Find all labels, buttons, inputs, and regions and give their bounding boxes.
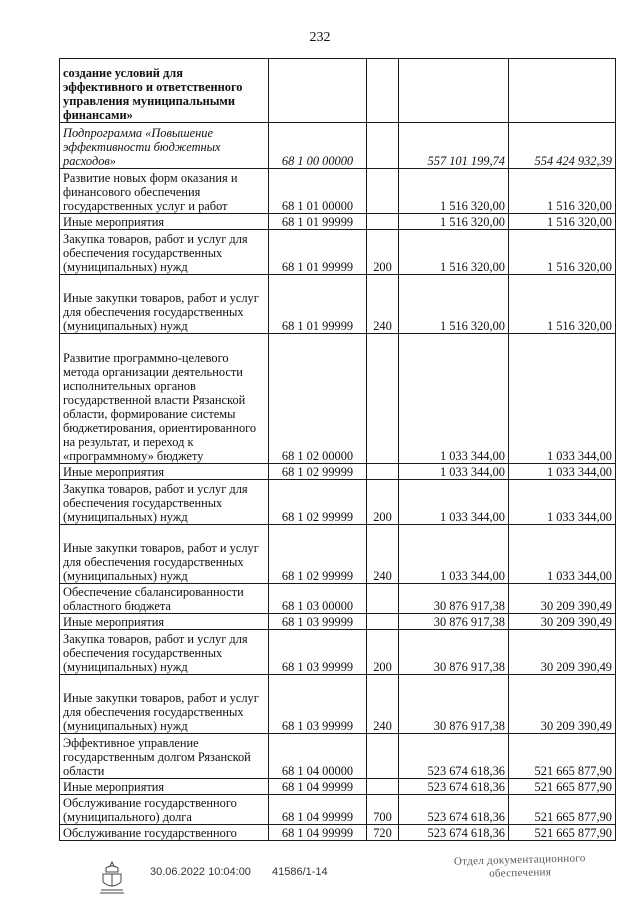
cell-type — [367, 779, 399, 795]
table-row — [60, 614, 616, 630]
cell-name: Иные закупки товаров, работ и услуг для обеспечения государственных (муниципальных) нужд — [60, 525, 269, 584]
coat-of-arms-icon — [97, 860, 127, 896]
cell-sum2: 1 516 320,00 — [509, 214, 616, 230]
cell-name: Обеспечение сбалансированности областного бюджета — [60, 584, 269, 614]
cell-name: создание условий для эффективного и ответственного управления муниципальными финансами» — [60, 59, 269, 123]
table-row — [60, 123, 616, 169]
cell-name: Закупка товаров, работ и услуг для обеспечения государственных (муниципальных) нужд — [60, 230, 269, 275]
cell-name: Закупка товаров, работ и услуг для обеспечения государственных (муниципальных) нужд — [60, 630, 269, 675]
cell-type: 200 — [367, 230, 399, 275]
cell-sum1: 523 674 618,36 — [399, 825, 509, 841]
cell-sum1: 1 516 320,00 — [399, 214, 509, 230]
cell-name: Эффективное управление государственным долгом Рязанской области — [60, 734, 269, 779]
cell-type — [367, 614, 399, 630]
table-row — [60, 275, 616, 334]
cell-sum2: 30 209 390,49 — [509, 675, 616, 734]
cell-sum1: 1 516 320,00 — [399, 275, 509, 334]
cell-sum1 — [399, 59, 509, 123]
cell-code: 68 1 02 99999 — [269, 525, 367, 584]
cell-sum2: 1 516 320,00 — [509, 275, 616, 334]
cell-type — [367, 584, 399, 614]
budget-table-body — [60, 59, 616, 841]
cell-code: 68 1 03 99999 — [269, 630, 367, 675]
cell-name: Иные закупки товаров, работ и услуг для обеспечения государственных (муниципальных) нужд — [60, 275, 269, 334]
cell-type — [367, 59, 399, 123]
cell-code: 68 1 01 99999 — [269, 214, 367, 230]
cell-sum2: 30 209 390,49 — [509, 614, 616, 630]
cell-sum1: 1 033 344,00 — [399, 525, 509, 584]
cell-type — [367, 464, 399, 480]
cell-name: Развитие программно-целевого метода организации деятельности исполнительных органов государственной власти Рязанской области, формирование системы бюджетирования, ориентированного на результат, и переход к «программному» бюджету — [60, 334, 269, 464]
table-row — [60, 464, 616, 480]
cell-type — [367, 214, 399, 230]
table-row — [60, 734, 616, 779]
cell-code: 68 1 03 99999 — [269, 614, 367, 630]
cell-name: Развитие новых форм оказания и финансового обеспечения государственных услуг и работ — [60, 169, 269, 214]
cell-code: 68 1 04 00000 — [269, 734, 367, 779]
table-row — [60, 169, 616, 214]
cell-sum1: 30 876 917,38 — [399, 630, 509, 675]
cell-sum1: 1 516 320,00 — [399, 169, 509, 214]
stamp-line-2: обеспечения — [488, 866, 552, 880]
cell-type: 240 — [367, 675, 399, 734]
cell-sum2: 1 033 344,00 — [509, 525, 616, 584]
cell-sum1: 523 674 618,36 — [399, 734, 509, 779]
cell-name: Иные мероприятия — [60, 614, 269, 630]
cell-name: Иные мероприятия — [60, 779, 269, 795]
table-row — [60, 214, 616, 230]
cell-sum1: 30 876 917,38 — [399, 584, 509, 614]
cell-code: 68 1 03 99999 — [269, 675, 367, 734]
table-row — [60, 59, 616, 123]
cell-type — [367, 123, 399, 169]
table-row — [60, 525, 616, 584]
cell-sum2 — [509, 59, 616, 123]
cell-name: Подпрограмма «Повышение эффективности бюджетных расходов» — [60, 123, 269, 169]
footer-date: 30.06.2022 10:04:00 — [150, 866, 251, 878]
cell-sum1: 523 674 618,36 — [399, 795, 509, 825]
cell-type: 200 — [367, 630, 399, 675]
cell-code: 68 1 01 00000 — [269, 169, 367, 214]
cell-sum2: 30 209 390,49 — [509, 630, 616, 675]
cell-name: Закупка товаров, работ и услуг для обеспечения государственных (муниципальных) нужд — [60, 480, 269, 525]
cell-name: Иные мероприятия — [60, 464, 269, 480]
department-stamp — [440, 852, 601, 882]
cell-name: Обслуживание государственного — [60, 825, 269, 841]
cell-name: Иные закупки товаров, работ и услуг для обеспечения государственных (муниципальных) нужд — [60, 675, 269, 734]
table-row — [60, 795, 616, 825]
cell-code: 68 1 02 99999 — [269, 464, 367, 480]
cell-sum1: 1 033 344,00 — [399, 334, 509, 464]
cell-sum2: 30 209 390,49 — [509, 584, 616, 614]
cell-type: 240 — [367, 275, 399, 334]
cell-code: 68 1 01 99999 — [269, 275, 367, 334]
cell-code: 68 1 00 00000 — [269, 123, 367, 169]
stamp-line-1: Отдел документационного — [453, 852, 586, 868]
cell-code: 68 1 03 00000 — [269, 584, 367, 614]
cell-code: 68 1 02 99999 — [269, 480, 367, 525]
cell-sum2: 521 665 877,90 — [509, 795, 616, 825]
table-row — [60, 630, 616, 675]
table-row — [60, 480, 616, 525]
cell-code: 68 1 04 99999 — [269, 825, 367, 841]
table-row — [60, 825, 616, 841]
cell-sum2: 1 033 344,00 — [509, 480, 616, 525]
cell-sum1: 1 516 320,00 — [399, 230, 509, 275]
cell-sum1: 557 101 199,74 — [399, 123, 509, 169]
cell-type: 700 — [367, 795, 399, 825]
budget-table — [59, 58, 616, 841]
cell-sum2: 521 665 877,90 — [509, 734, 616, 779]
page-number: 232 — [309, 30, 331, 45]
cell-code: 68 1 01 99999 — [269, 230, 367, 275]
cell-name: Обслуживание государственного (муниципального) долга — [60, 795, 269, 825]
cell-sum2: 521 665 877,90 — [509, 825, 616, 841]
table-row — [60, 230, 616, 275]
cell-sum2: 1 516 320,00 — [509, 169, 616, 214]
cell-type: 720 — [367, 825, 399, 841]
cell-type: 200 — [367, 480, 399, 525]
cell-type — [367, 334, 399, 464]
cell-sum2: 1 033 344,00 — [509, 464, 616, 480]
cell-type: 240 — [367, 525, 399, 584]
cell-sum2: 1 033 344,00 — [509, 334, 616, 464]
cell-name: Иные мероприятия — [60, 214, 269, 230]
table-row — [60, 334, 616, 464]
cell-sum1: 1 033 344,00 — [399, 480, 509, 525]
cell-type — [367, 734, 399, 779]
cell-code: 68 1 04 99999 — [269, 795, 367, 825]
cell-sum1: 30 876 917,38 — [399, 614, 509, 630]
cell-sum2: 521 665 877,90 — [509, 779, 616, 795]
cell-code — [269, 59, 367, 123]
cell-sum2: 554 424 932,39 — [509, 123, 616, 169]
cell-sum1: 1 033 344,00 — [399, 464, 509, 480]
table-row — [60, 779, 616, 795]
cell-code: 68 1 04 99999 — [269, 779, 367, 795]
cell-type — [367, 169, 399, 214]
table-row — [60, 675, 616, 734]
cell-sum1: 523 674 618,36 — [399, 779, 509, 795]
table-row — [60, 584, 616, 614]
cell-sum2: 1 516 320,00 — [509, 230, 616, 275]
document-footer — [0, 850, 640, 900]
footer-document-number: 41586/1-14 — [272, 866, 328, 878]
cell-code: 68 1 02 00000 — [269, 334, 367, 464]
cell-sum1: 30 876 917,38 — [399, 675, 509, 734]
